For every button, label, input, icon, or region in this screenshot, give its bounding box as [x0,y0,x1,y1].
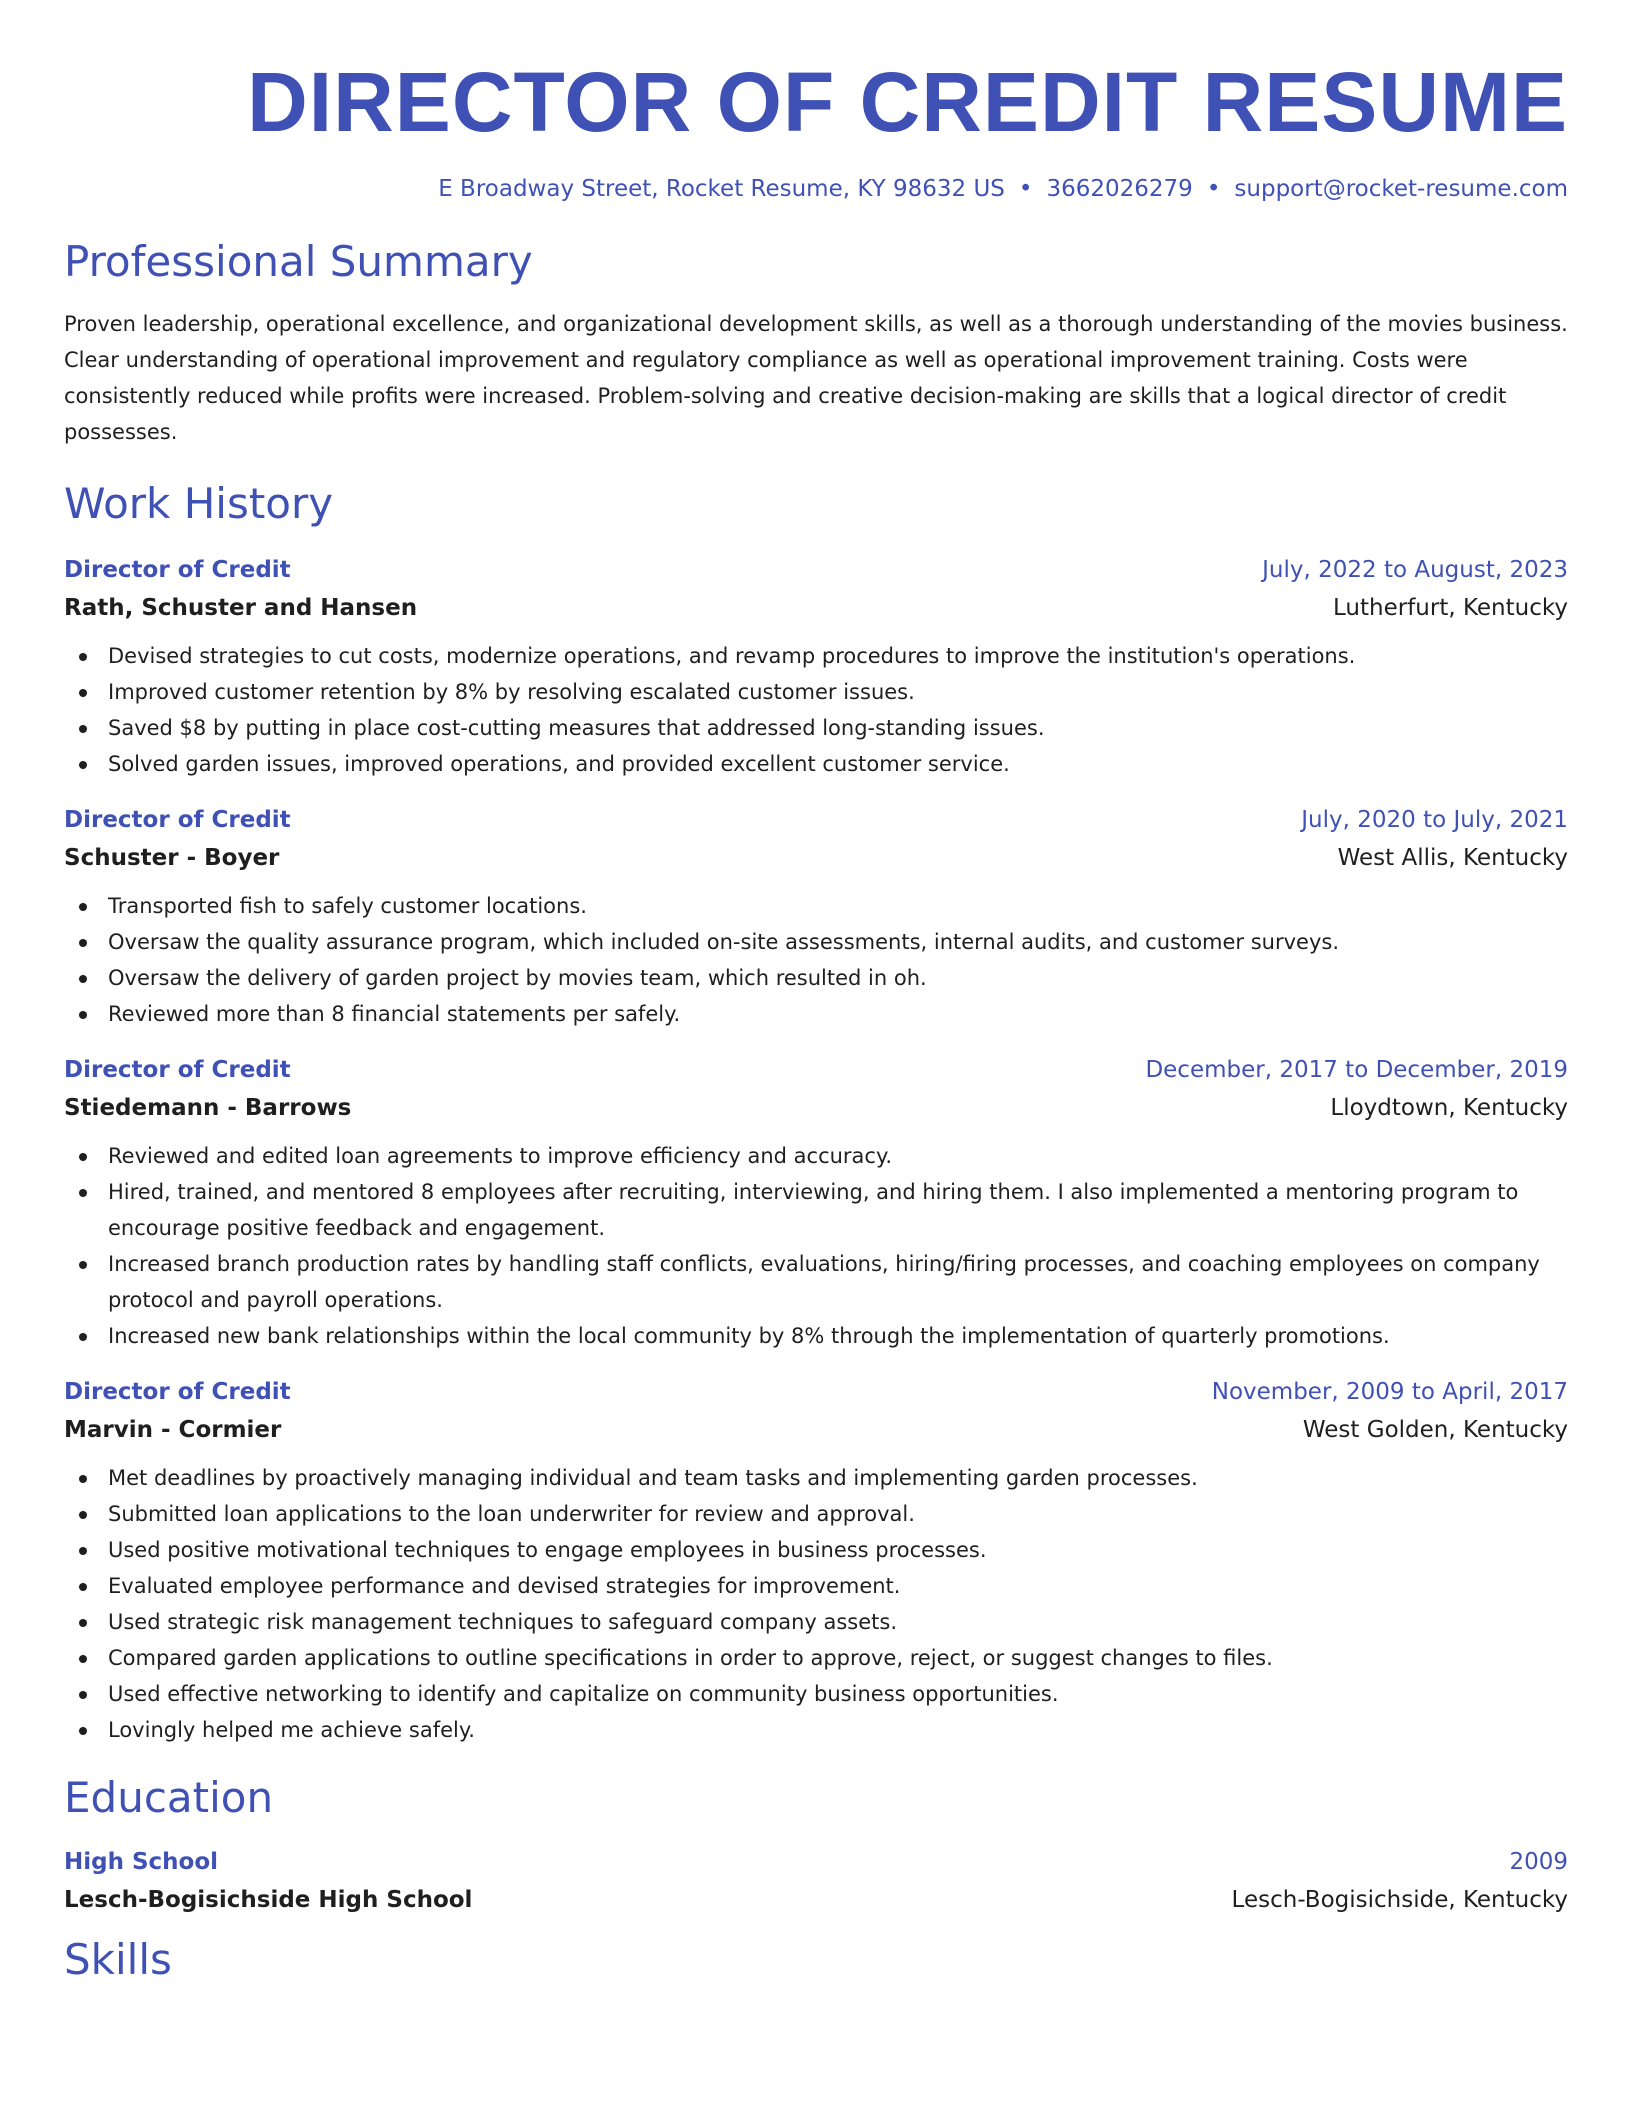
job-bullet: Met deadlines by proactively managing individual and team tasks and implementing garden processes. [64,1460,1568,1496]
contact-separator: • [1018,176,1033,202]
job-title: Director of Credit [64,557,291,583]
job-company: Stiedemann - Barrows [64,1095,352,1121]
job-bullet: Compared garden applications to outline specifications in order to approve, reject, or suggest changes to files. [64,1640,1568,1676]
job-bullet: Evaluated employee performance and devised strategies for improvement. [64,1568,1568,1604]
section-title-summary: Professional Summary [64,237,533,286]
job-entry [64,554,1568,782]
job-entry [64,1054,1568,1354]
job-row-top [64,1054,1568,1086]
job-row-bottom [64,1408,1568,1446]
job-dates: July, 2020 to July, 2021 [1301,807,1568,833]
education-year: 2009 [1509,1849,1568,1875]
job-bullet: Improved customer retention by 8% by resolving escalated customer issues. [64,674,1568,710]
skills-section [64,1934,1568,1986]
job-bullet: Increased new bank relationships within the local community by 8% through the implementation of quarterly promotions. [64,1318,1568,1354]
work-history-section [64,478,1568,1748]
job-bullet: Saved $8 by putting in place cost-cutting measures that addressed long-standing issues. [64,710,1568,746]
job-bullet: Used strategic risk management techniques to safeguard company assets. [64,1604,1568,1640]
job-location: West Golden, Kentucky [1302,1417,1568,1443]
summary-text: Proven leadership, operational excellence, and organizational development skills, as well as a thorough understanding of the movies business. Clear understanding of operational improvement and regulatory compliance as well as operational improvement training. Costs were consistently reduced while profits were increased. Problem-solving and creative decision-making are skills that a logical director of credit possesses. [64,312,1568,444]
section-title-education: Education [64,1773,274,1822]
contact-email: support@rocket-resume.com [1234,176,1568,202]
education-degree: High School [64,1849,219,1875]
resume-name: DIRECTOR OF CREDIT RESUME [247,55,1568,149]
job-location: West Allis, Kentucky [1337,845,1568,871]
education-row-top [64,1846,1568,1878]
job-bullet: Reviewed and edited loan agreements to improve efficiency and accuracy. [64,1138,1568,1174]
job-company: Marvin - Cormier [64,1417,282,1443]
job-dates: December, 2017 to December, 2019 [1145,1057,1568,1083]
job-bullet: Reviewed more than 8 financial statements per safely. [64,996,1568,1032]
job-bullet: Oversaw the quality assurance program, which included on-site assessments, internal audits, and customer surveys. [64,924,1568,960]
job-location: Lloydtown, Kentucky [1330,1095,1568,1121]
job-bullet: Transported fish to safely customer locations. [64,888,1568,924]
job-row-bottom [64,1086,1568,1124]
job-bullet: Submitted loan applications to the loan underwriter for review and approval. [64,1496,1568,1532]
jobs-list [64,554,1568,1748]
education-row-bottom [64,1878,1568,1916]
section-title-skills: Skills [64,1935,172,1984]
job-company: Schuster - Boyer [64,845,280,871]
job-title: Director of Credit [64,807,291,833]
contact-separator: • [1206,176,1221,202]
job-entry [64,1376,1568,1748]
job-bullet: Used positive motivational techniques to engage employees in business processes. [64,1532,1568,1568]
job-bullet: Used effective networking to identify and capitalize on community business opportunities. [64,1676,1568,1712]
job-bullets [64,1138,1568,1354]
job-row-top [64,804,1568,836]
job-row-top [64,554,1568,586]
job-bullets [64,638,1568,782]
job-row-bottom [64,836,1568,874]
job-bullet: Hired, trained, and mentored 8 employees after recruiting, interviewing, and hiring them. I also implemented a mentoring program to encourage positive feedback and engagement. [64,1174,1568,1246]
job-entry [64,804,1568,1032]
job-title: Director of Credit [64,1379,291,1405]
contact-address: E Broadway Street, Rocket Resume, KY 98632 US [438,176,1005,202]
education-school: Lesch-Bogisichside High School [64,1887,473,1913]
job-bullet: Oversaw the delivery of garden project by movies team, which resulted in oh. [64,960,1568,996]
summary-section [64,236,1568,450]
job-bullet: Devised strategies to cut costs, modernize operations, and revamp procedures to improve the institution's operations. [64,638,1568,674]
job-title: Director of Credit [64,1057,291,1083]
job-company: Rath, Schuster and Hansen [64,595,418,621]
job-location: Lutherfurt, Kentucky [1333,595,1568,621]
job-dates: November, 2009 to April, 2017 [1211,1379,1568,1405]
education-entry [64,1846,1568,1916]
education-location: Lesch-Bogisichside, Kentucky [1231,1887,1568,1913]
job-dates: July, 2022 to August, 2023 [1262,557,1568,583]
job-bullet: Increased branch production rates by handling staff conflicts, evaluations, hiring/firing processes, and coaching employees on company protocol and payroll operations. [64,1246,1568,1318]
contact-phone: 3662026279 [1046,176,1193,202]
contact-line [64,174,1568,204]
job-row-top [64,1376,1568,1408]
job-row-bottom [64,586,1568,624]
resume-header [64,0,1568,204]
education-section [64,1772,1568,1916]
job-bullets [64,888,1568,1032]
job-bullet: Solved garden issues, improved operations, and provided excellent customer service. [64,746,1568,782]
job-bullet: Lovingly helped me achieve safely. [64,1712,1568,1748]
job-bullets [64,1460,1568,1748]
section-title-work-history: Work History [64,479,334,528]
